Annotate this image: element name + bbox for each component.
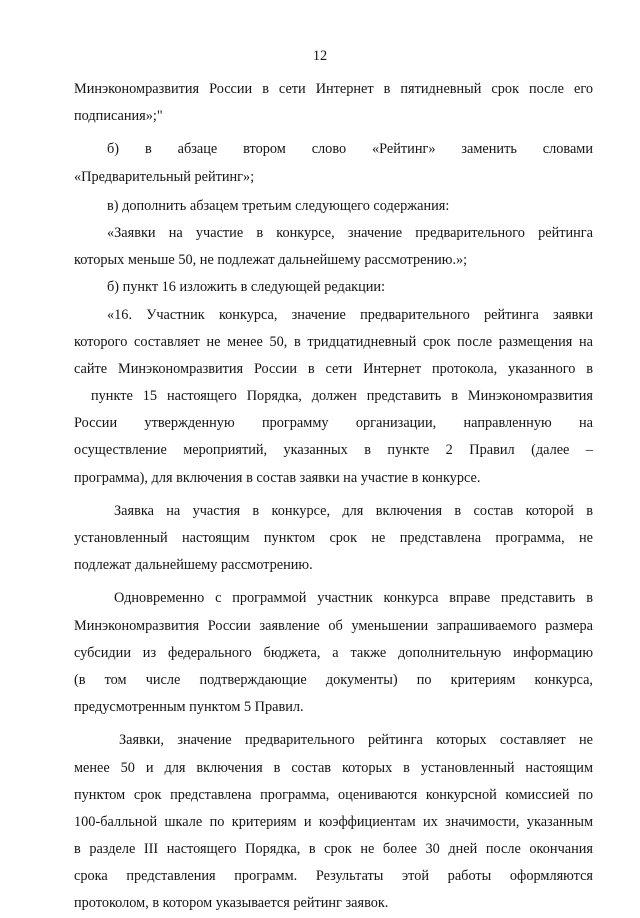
- text-line: установленный настоящим пунктом срок не представлена программа, не: [74, 530, 593, 546]
- text-line: Одновременно с программой участник конкурса вправе представить в: [114, 590, 593, 607]
- text-line: предусмотренным пунктом 5 Правил.: [74, 699, 304, 716]
- text-line: осуществление мероприятий, указанных в пункте 2 Правил (далее –: [74, 442, 593, 459]
- text-line: в разделе III настоящего Порядка, в срок не более 30 дней после окончания: [74, 841, 593, 858]
- text-line: подлежат дальнейшему рассмотрению.: [74, 557, 313, 574]
- text-line: (в том числе подтверждающие документы) по критериям конкурса,: [74, 671, 593, 688]
- text-line: субсидии из федерального бюджета, а также дополнительную информацию: [74, 644, 593, 661]
- text-line: программа), для включения в состав заявки на участие в конкурсе.: [74, 469, 481, 486]
- text-line: сайте Минэкономразвития России в сети Интернет протокола, указанного в: [74, 360, 593, 377]
- text-line: менее 50 и для включения в состав которых в установленный настоящим: [74, 759, 593, 776]
- text-line: протоколом, в котором указывается рейтинг заявок.: [74, 895, 389, 912]
- page-number: 12: [312, 48, 328, 64]
- text-line: срока представления программ. Результаты этой работы оформляются: [74, 868, 593, 885]
- text-line: пункте 15 настоящего Порядка, должен представить в Минэкономразвития: [91, 388, 593, 405]
- text-line: б) в абзаце втором слово «Рейтинг» заменить словами: [107, 141, 593, 158]
- text-line: «Заявки на участие в конкурсе, значение предварительного рейтинга: [107, 224, 593, 241]
- text-line: б) пункт 16 изложить в следующей редакции:: [107, 279, 386, 296]
- text-line: Заявка на участия в конкурсе, для включения в состав которой в: [114, 502, 593, 519]
- text-line: «16. Участник конкурса, значение предварительного рейтинга заявки: [107, 306, 593, 323]
- text-line: подписания»;": [74, 108, 163, 125]
- text-line: Минэкономразвития России заявление об уменьшении запрашиваемого размера: [74, 617, 593, 634]
- text-line: которого составляет не менее 50, в тридцатидневный срок после размещения на: [74, 333, 593, 350]
- document-body: [74, 76, 593, 918]
- text-line: Минэкономразвития России в сети Интернет в пятидневный срок после его: [74, 81, 593, 97]
- text-line: 100-балльной шкале по критериям и коэффициентам их значимости, указанным: [74, 813, 593, 830]
- text-line: Заявки, значение предварительного рейтинга которых составляет не: [119, 732, 593, 749]
- text-line: «Предварительный рейтинг»;: [74, 168, 255, 185]
- text-line: которых меньше 50, не подлежат дальнейшему рассмотрению.»;: [74, 252, 468, 269]
- text-line: пунктом срок представлена программа, оцениваются конкурсной комиссией по: [74, 786, 593, 803]
- text-line: в) дополнить абзацем третьим следующего содержания:: [107, 197, 450, 214]
- text-line: России утвержденную программу организации, направленную на: [74, 415, 593, 432]
